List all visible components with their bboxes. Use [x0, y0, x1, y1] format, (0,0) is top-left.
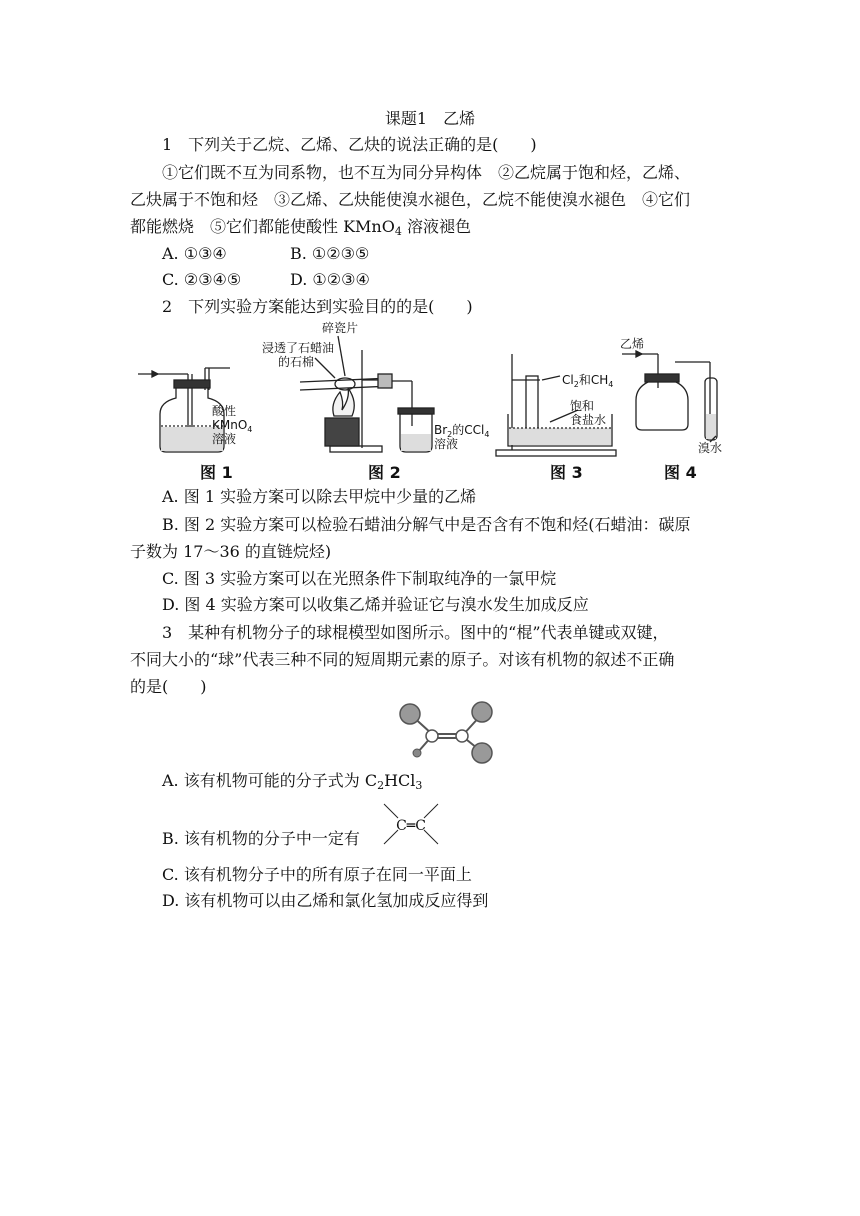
- q1-option-d: D. ①②③④: [290, 270, 370, 289]
- q2-option-c: C. 图 3 实验方案可以在光照条件下制取纯净的一氯甲烷: [162, 569, 557, 588]
- q1-body-line-2: 乙炔属于不饱和烃 ③乙烯、乙炔能使溴水褪色，乙烷不能使溴水褪色 ④它们: [130, 190, 691, 209]
- fig-label-3: 图 3: [550, 463, 583, 482]
- q3-stem-line-3: 的是( ): [130, 677, 207, 696]
- q2-option-d: D. 图 4 实验方案可以收集乙烯并验证它与溴水发生加成反应: [162, 595, 589, 614]
- q1-option-c: C. ②③④⑤: [162, 270, 242, 289]
- fig2-label-jintou1: 浸透了石蜡油: [262, 341, 335, 355]
- fig1-label-rongye: 溶液: [212, 432, 237, 446]
- q1-body-line-1: ①它们既不互为同系物，也不互为同分异构体 ②乙烷属于饱和烃，乙烯、: [162, 163, 691, 182]
- q3-stem-line-2: 不同大小的“球”代表三种不同的短周期元素的原子。对该有机物的叙述不正确: [130, 650, 675, 669]
- fig-label-2: 图 2: [368, 463, 401, 482]
- q3-stem-line-1: 3 某种有机物分子的球棍模型如图所示。图中的“棍”代表单键或双键，: [162, 623, 669, 642]
- q3-option-d: D. 该有机物可以由乙烯和氯化氢加成反应得到: [162, 891, 489, 910]
- ball-stick-model: [390, 696, 500, 766]
- q1-option-b: B. ①②③⑤: [290, 244, 370, 263]
- fig3-label-shiyanshui: 食盐水: [570, 413, 607, 427]
- cc-double-bond-label: C═C: [396, 818, 426, 834]
- fig2-label-suiciping: 碎瓷片: [322, 321, 359, 335]
- q3-option-c: C. 该有机物分子中的所有原子在同一平面上: [162, 865, 472, 884]
- fig1-label-kmno4: KMnO$_4$: [212, 418, 253, 434]
- fig2-label-br2: $Br_2$的CCl$_4$: [434, 423, 490, 439]
- fig-label-4: 图 4: [664, 463, 697, 482]
- fig2-label-jintou2: 的石棉: [278, 355, 315, 369]
- fig2-label-rongye2: 溶液: [434, 437, 459, 451]
- fig3-light-reaction: [496, 354, 616, 456]
- fig-label-1: 图 1: [200, 463, 233, 482]
- q3-option-a: A. 该有机物可能的分子式为 $C_2HCl_3$: [162, 771, 423, 792]
- q2-option-b-line-2: 子数为 17～36 的直链烷烃): [130, 542, 332, 561]
- experiment-figures: [130, 318, 740, 460]
- fig4-label-yixi: 乙烯: [620, 337, 645, 351]
- q1-body-line-3: 都能燃烧 ⑤它们都能使酸性 KMnO$_4$ 溶液褪色: [130, 217, 471, 238]
- q1-option-a: A. ①③④: [162, 244, 227, 263]
- q2-stem: 2 下列实验方案能达到实验目的的是( ): [162, 297, 473, 316]
- q2-option-b-line-1: B. 图 2 实验方案可以检验石蜡油分解气中是否含有不饱和烃(石蜡油：碳原: [162, 515, 691, 534]
- fig4-label-xiushui: 溴水: [698, 441, 723, 455]
- q2-option-a: A. 图 1 实验方案可以除去甲烷中少量的乙烯: [162, 487, 477, 506]
- fig4-collection: [622, 351, 717, 442]
- fig1-label-suanxing: 酸性: [212, 404, 237, 418]
- q1-stem: 1 下列关于乙烷、乙烯、乙炔的说法正确的是( ): [162, 135, 537, 154]
- page-title: 课题1 乙烯: [384, 109, 476, 128]
- fig3-label-baohe: 饱和: [570, 399, 595, 413]
- cc-double-bond-structure: [380, 800, 442, 850]
- q3-option-b: B. 该有机物的分子中一定有: [162, 829, 360, 848]
- fig3-label-cl2ch4: $Cl_2$和$CH_4$: [562, 373, 614, 389]
